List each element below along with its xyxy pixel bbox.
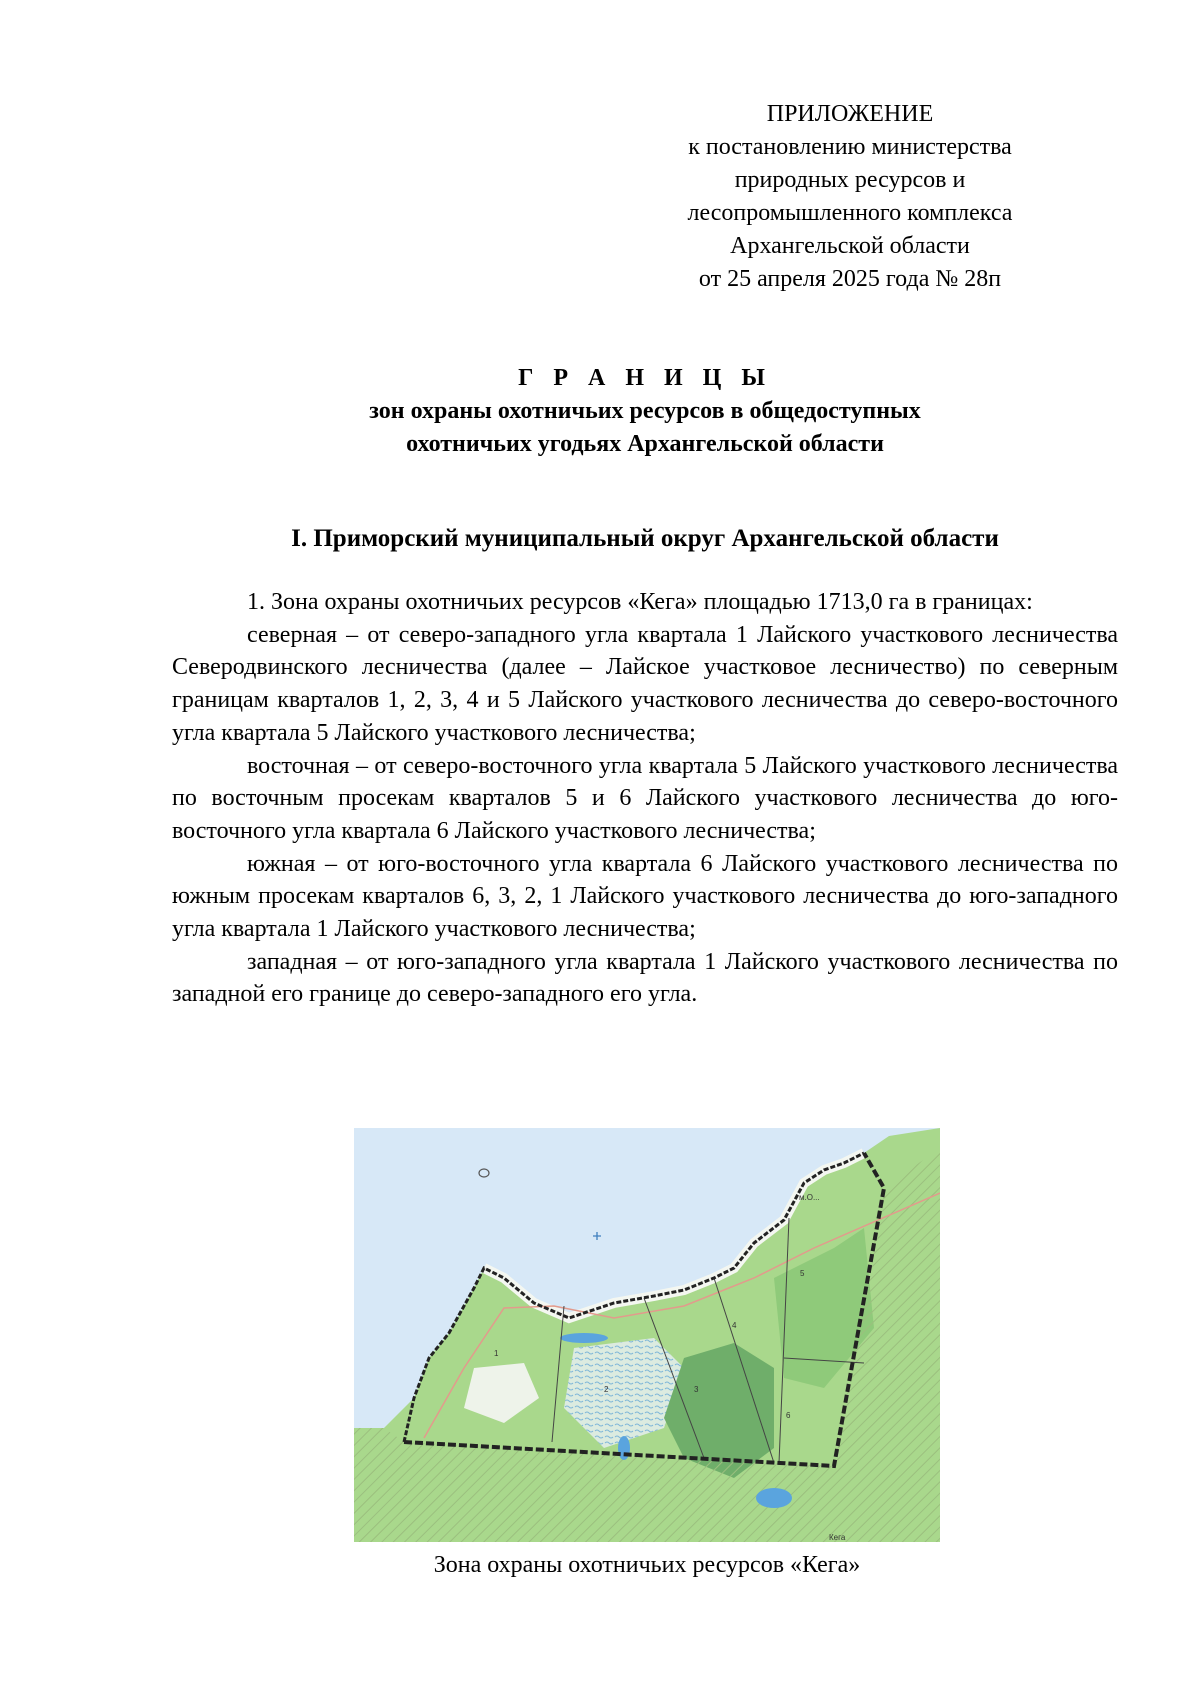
paragraph-south: южная – от юго-восточного угла квартала 6 Лайского участкового лесничества по южным просекам кварталов 6, 3, 2, 1 Лайского участкового лесничества до юго-западного угла квартала 1 Лайского участкового лесничества; [172, 850, 1118, 943]
lake [756, 1488, 792, 1508]
quarter-label: 3 [694, 1385, 699, 1394]
river-label: Кега [829, 1533, 846, 1542]
document-subtitle: охотничьих угодьях Архангельской области [406, 431, 884, 457]
map-caption: Зона охраны охотничьих ресурсов «Кега» [433, 1552, 861, 1578]
annex-line: природных ресурсов и [734, 167, 966, 193]
document-title: Г Р А Н И Ц Ы [518, 365, 772, 391]
document-subtitle: зон охраны охотничьих ресурсов в общедоступных [369, 398, 921, 424]
annex-title: ПРИЛОЖЕНИЕ [766, 101, 934, 127]
lake [560, 1333, 608, 1343]
zone-map [354, 1128, 940, 1542]
annex-line: Архангельской области [730, 233, 970, 259]
quarter-label: 6 [786, 1411, 791, 1420]
quarter-label: 5 [800, 1269, 805, 1278]
section-heading: I. Приморский муниципальный округ Архангельской области [291, 525, 999, 552]
quarter-label: 4 [732, 1321, 737, 1330]
paragraph-zone: 1. Зона охраны охотничьих ресурсов «Кега» площадью 1713,0 га в границах: [247, 589, 1033, 615]
paragraph-east: восточная – от северо-восточного угла квартала 5 Лайского участкового лесничества по восточным просекам кварталов 5 и 6 Лайского участкового лесничества до юго-восточного угла квартала 6 Лайского участкового лесничества; [172, 752, 1118, 844]
annex-date: от 25 апреля 2025 года № 28п [698, 266, 1002, 292]
quarter-label: 1 [494, 1349, 499, 1358]
body-text [172, 586, 1118, 1011]
quarter-label: 2 [604, 1385, 609, 1394]
map-image [354, 1128, 940, 1542]
annex-line: лесопромышленного комплекса [687, 200, 1013, 226]
annex-line: к постановлению министерства [688, 134, 1012, 160]
paragraph-north: северная – от северо-западного угла квартала 1 Лайского участкового лесничества Северодвинского лесничества (далее – Лайское участковое лесничество) по северным границам кварталов 1, 2, 3, 4 и 5 Лайского участкового лесничества до северо-восточного угла квартала 5 Лайского участкового лесничества; [172, 621, 1118, 746]
annex-block [640, 98, 1060, 296]
place-label: м.О... [799, 1193, 820, 1202]
paragraph-west: западная – от юго-западного угла квартала 1 Лайского участкового лесничества по западной его границе до северо-западного его угла. [172, 948, 1118, 1008]
